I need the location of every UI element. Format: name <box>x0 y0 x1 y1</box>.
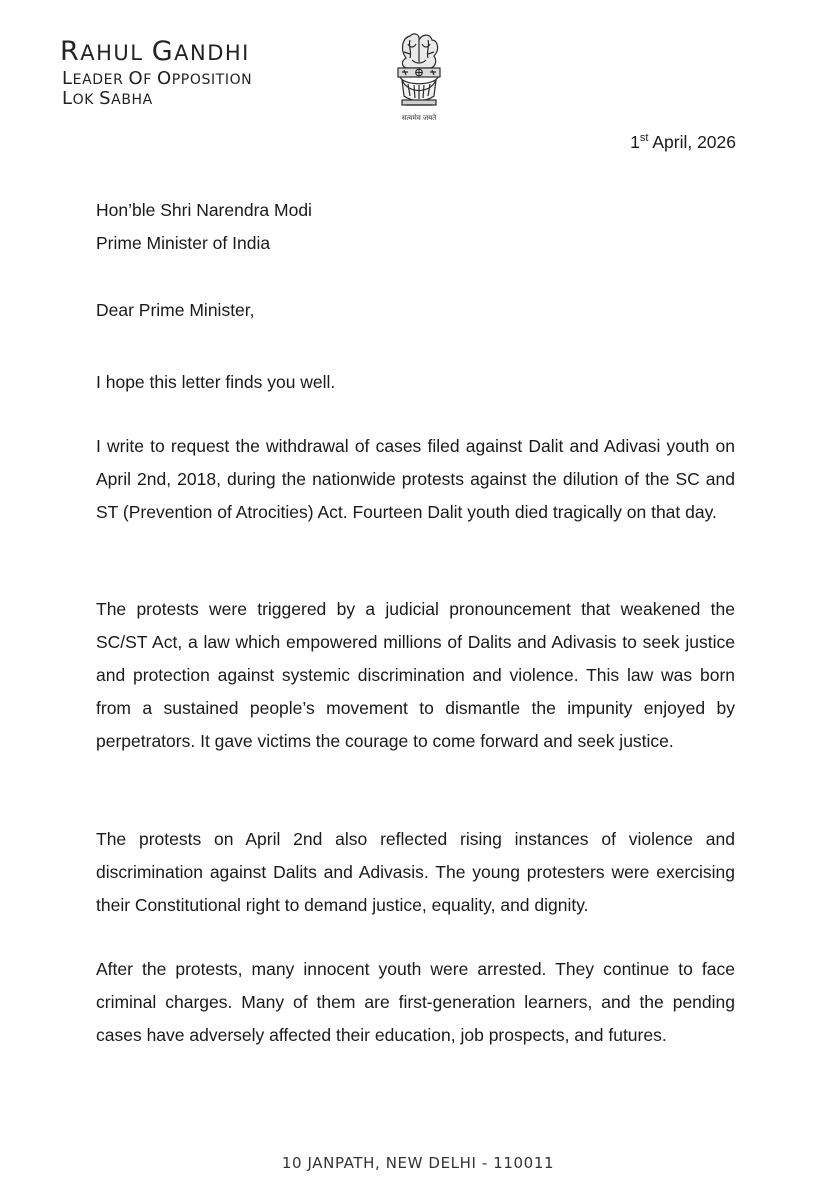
body-paragraph: After the protests, many innocent youth were arrested. They continue to face criminal charges. Many of them are first-generation learners, and the pending cases have adversely affected their education, job prospects, and futures. <box>96 959 735 1045</box>
addressee-name: Hon’ble Shri Narendra Modi <box>96 200 312 220</box>
body-paragraph: The protests on April 2nd also reflected rising instances of violence and discrimination against Dalits and Adivasis. The young protesters were exercising their Constitutional right to demand justice, equality, and dignity. <box>96 829 735 915</box>
footer-address: 10 JANPATH, NEW DELHI - 110011 <box>281 1154 555 1172</box>
salutation: Dear Prime Minister, <box>96 300 255 320</box>
letterhead-house: LOK SABHA <box>62 88 153 109</box>
state-emblem-icon <box>386 28 452 124</box>
letter-date: 1st April, 2026 <box>630 132 736 152</box>
body-paragraph: I write to request the withdrawal of cases filed against Dalit and Adivasi youth on April 2nd, 2018, during the nationwide protests against the dilution of the SC and ST (Prevention of Atrocities) Act. Fourteen Dalit youth died tragically on that day. <box>96 436 735 522</box>
body-paragraph: The protests were triggered by a judicial pronouncement that weakened the SC/ST Act, a law which empowered millions of Dalits and Adivasis to seek justice and protection against systemic discrimination and violence. This law was born from a sustained people’s movement to dismantle the impunity enjoyed by perpetrators. It gave victims the courage to come forward and seek justice. <box>96 599 735 751</box>
addressee-role: Prime Minister of India <box>96 233 271 253</box>
letterhead-title: LEADER OF OPPOSITION <box>62 68 253 89</box>
body-paragraph: I hope this letter finds you well. <box>96 372 336 392</box>
emblem-motto: सत्यमेव जयते <box>401 114 437 122</box>
letterhead-name: RAHUL GANDHI <box>60 36 250 67</box>
